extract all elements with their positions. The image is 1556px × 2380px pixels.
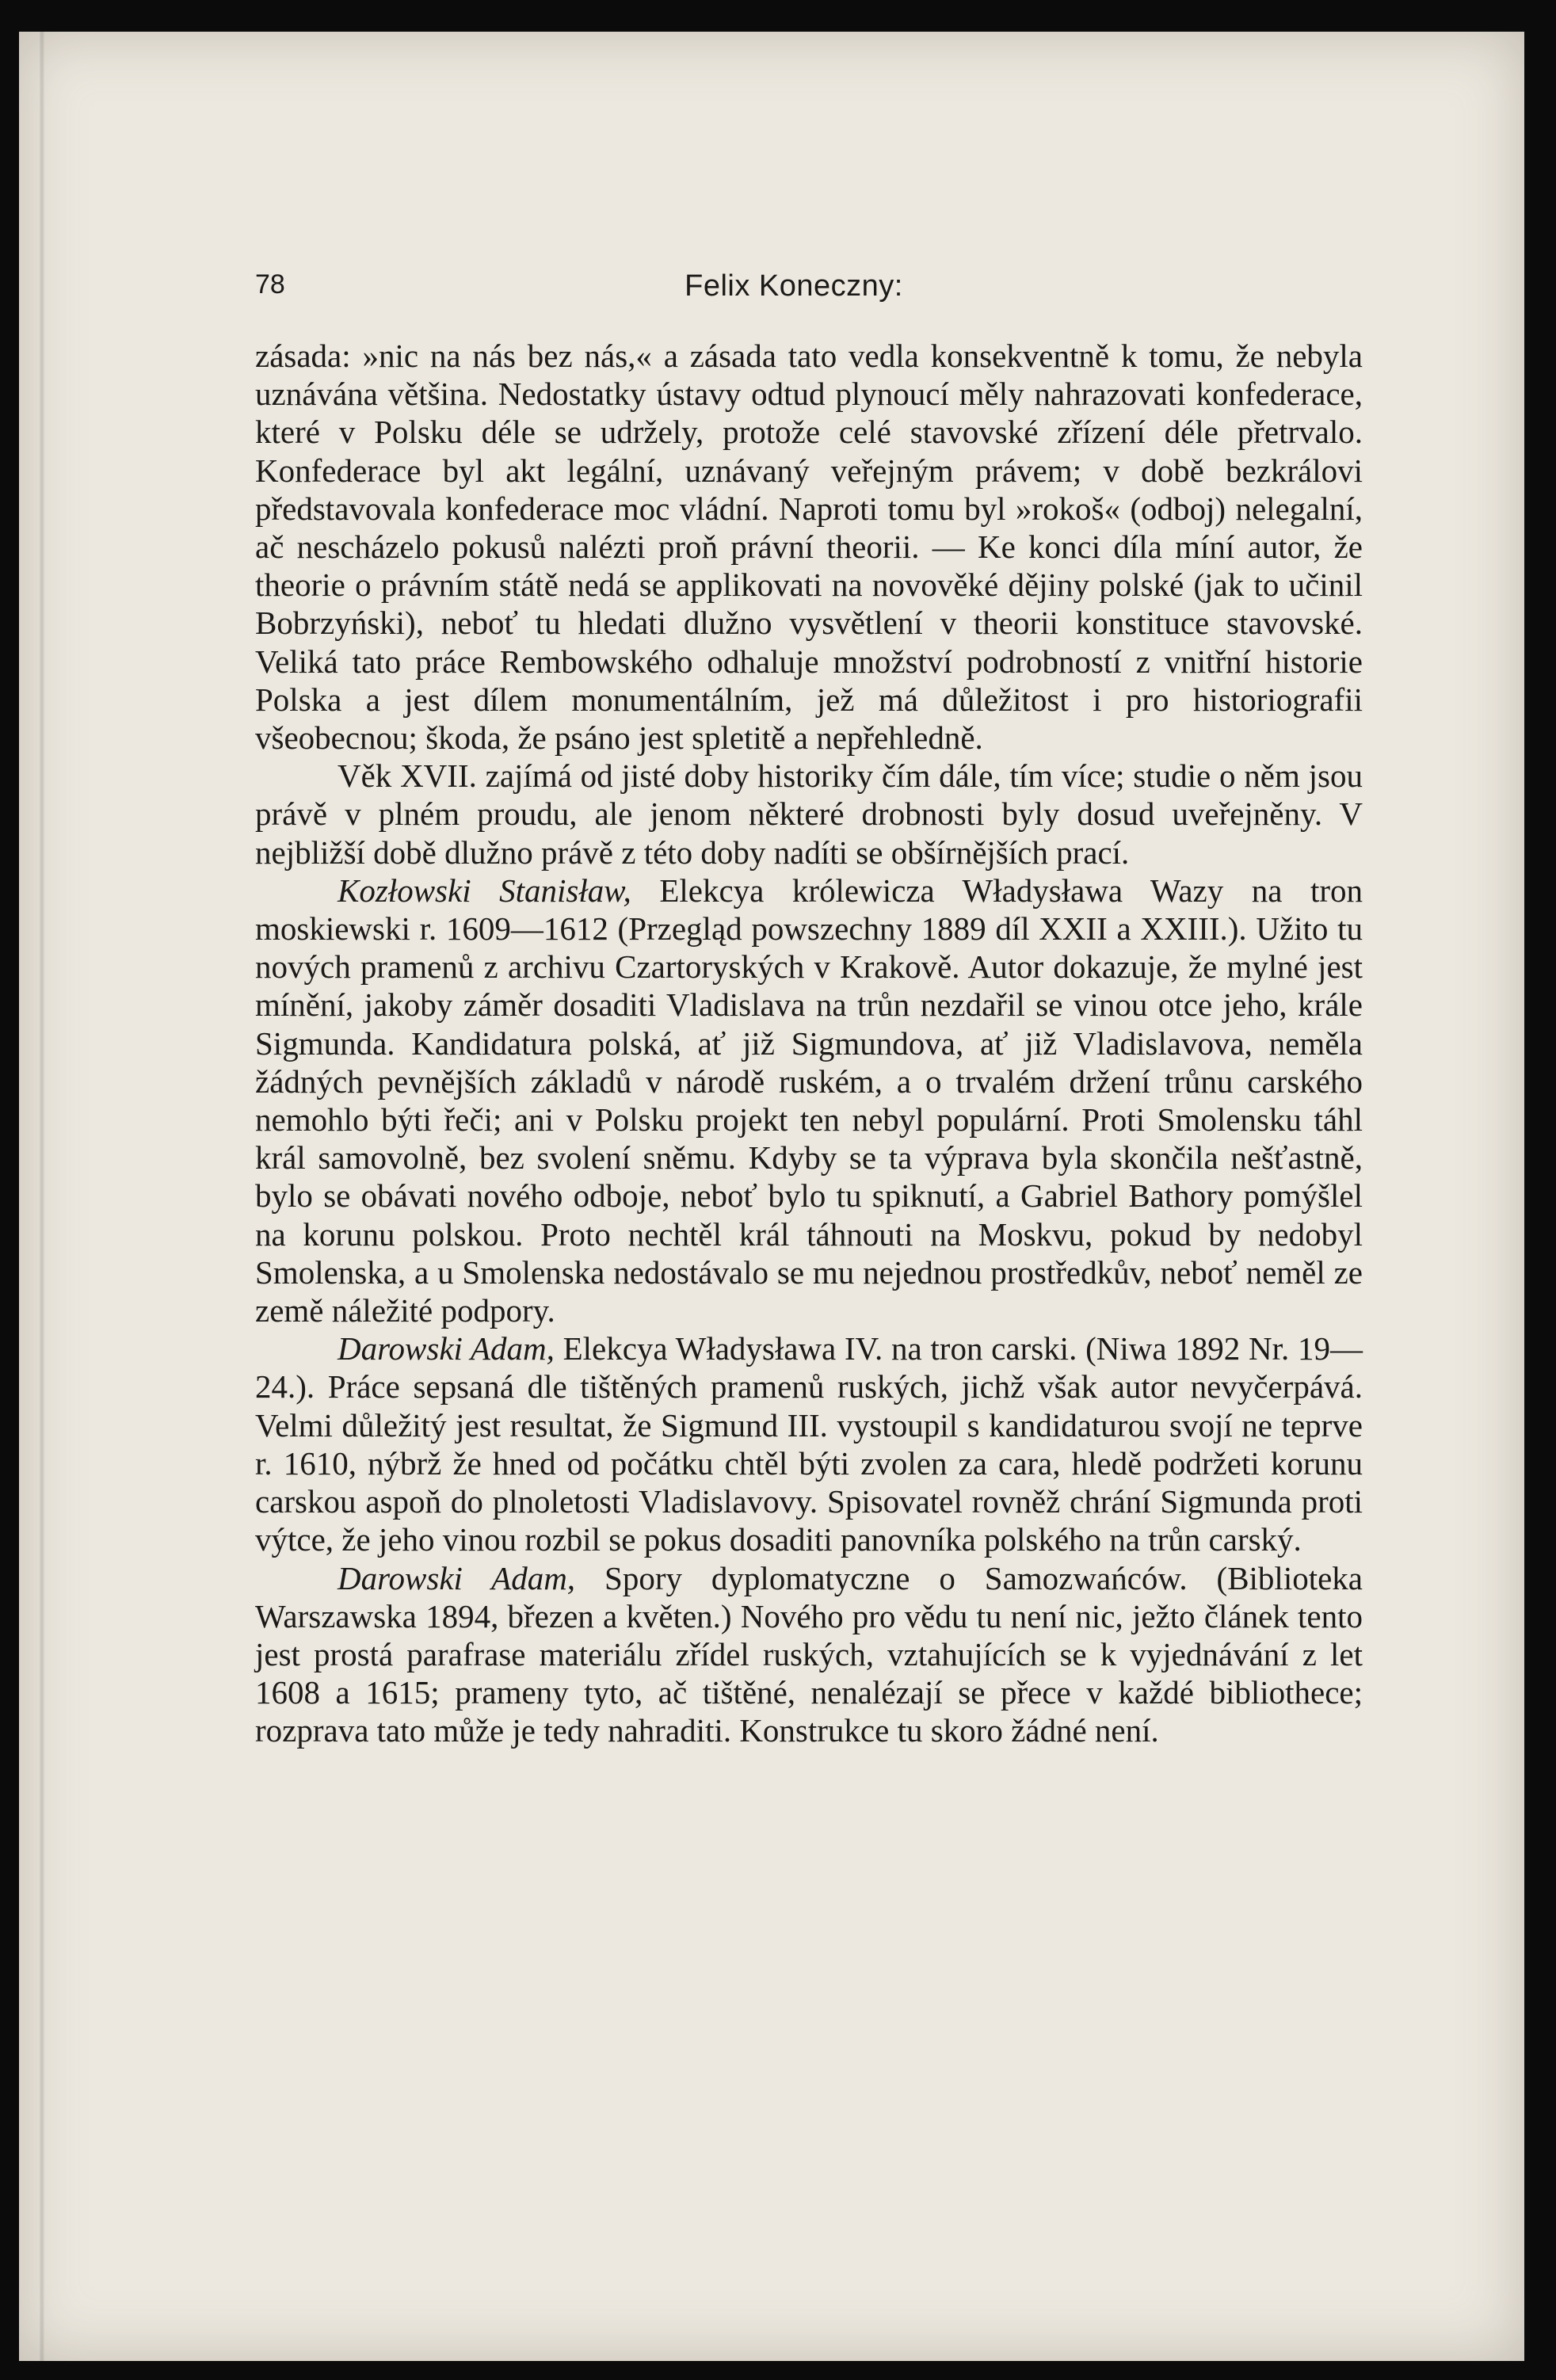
entry-author: Kozłowski Stanisław, [338, 872, 631, 909]
page-number: 78 [255, 269, 285, 299]
running-head: Felix Koneczny: [685, 269, 903, 303]
bibliography-entry [255, 1559, 1363, 1750]
page-edge-shadow [40, 32, 44, 2361]
body-text [255, 337, 1363, 1750]
entry-text: Elekcya królewicza Władysława Wazy na tron moskiewski r. 1609—1612 (Przegląd powszechny 1889 díl XXII a XXIII.). Užito tu nových pramenů z archivu Czartoryských v Krakově. Autor dokazuje, že mylné jest mínění, jakoby záměr dosaditi Vladislava na trůn nezdařil se vinou otce jeho, krále Sigmunda. Kandidatura polská, ať již Sigmundova, ať již Vladislavova, neměla žádných pevnějších základů v národě ruském, a o trvalém držení trůnu carského nemohlo býti řeči; ani v Polsku projekt ten nebyl populární. Proti Smolensku táhl král samovolně, bez svolení sněmu. Kdyby se ta výprava byla skončila nešťastně, bylo se obávati nového odboje, neboť bylo tu spiknutí, a Gabriel Bathory pomýšlel na korunu polskou. Proto nechtěl král táhnouti na Moskvu, pokud by nedobyl Smolenska, a u Smolenska nedostávalo se mu nejednou prostředkův, neboť neměl ze země náležité podpory. [255, 872, 1363, 1329]
paragraph-continuation [255, 337, 1363, 757]
page-header [255, 269, 1333, 309]
bibliography-entry [255, 872, 1363, 1329]
entry-author: Darowski Adam, [338, 1330, 555, 1367]
paragraph-text: zásada: »nic na nás bez nás,« a zásada tato vedla konsekventně k tomu, že nebyla uznávána většina. Nedostatky ústavy odtud plynoucí měly nahrazovati konfederace, které v Polsku déle se udržely, protože celé stavovské zřízení déle přetrvalo. Konfederace byl akt legální, uznávaný veřejným právem; v době bezkrálovi představovala konfederace moc vládní. Naproti tomu byl »rokoš« (odboj) nelegalní, ač nescházelo pokusů nalézti proň právní theorii. — Ke konci díla míní autor, že theorie o právním státě nedá se applikovati na novověké dějiny polské (jak to učinil Bobrzyński), neboť tu hledati dlužno vysvětlení v theorii konstituce stavovské. Veliká tato práce Rembowského odhaluje množství podrobností z vnitřní historie Polska a jest dílem monumentálním, jež má důležitost i pro historiografii všeobecnou; škoda, že psáno jest spletitě a nepřehledně. [255, 338, 1363, 757]
entry-text: Spory dyplomatyczne o Samozwańców. (Biblioteka Warszawska 1894, březen a květen.) Nového pro vědu tu není nic, ježto článek tento jest prostá parafrase materiálu zřídel ruských, vztahujících se k vyjednávání z let 1608 a 1615; prameny tyto, ač tištěné, nenalézají se přece v každé bibliothece; rozprava tato může je tedy nahraditi. Konstrukce tu skoro žádné není. [255, 1559, 1363, 1749]
entry-text: Elekcya Władysława IV. na tron carski. (Niwa 1892 Nr. 19—24.). Práce sepsaná dle tištěných pramenů ruských, jichž však autor nevyčerpává. Velmi důležitý jest resultat, že Sigmund III. vystoupil s kandidaturou svojí ne teprve r. 1610, nýbrž že hned od počátku chtěl býti zvolen za cara, hledě podržeti korunu carskou aspoň do plnoletosti Vladislavovy. Spisovatel rovněž chrání Sigmunda proti výtce, že jeho vinou rozbil se pokus dosaditi panovníka polského na trůn carský. [255, 1330, 1363, 1558]
bibliography-entry [255, 1329, 1363, 1558]
paragraph-intro [255, 757, 1363, 872]
entry-author: Darowski Adam, [338, 1559, 576, 1596]
paragraph-text: Věk XVII. zajímá od jisté doby historiky čím dále, tím více; studie o něm jsou právě v plném proudu, ale jenom některé drobnosti byly dosud uveřejněny. V nejbližší době dlužno právě z této doby nadíti se obšírnějších prací. [255, 757, 1363, 871]
